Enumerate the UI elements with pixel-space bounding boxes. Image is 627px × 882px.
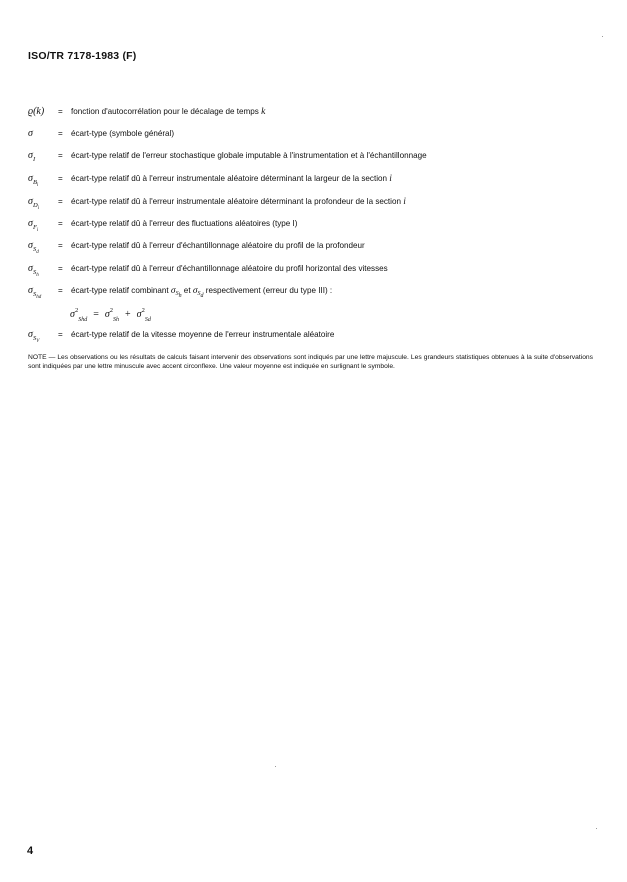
formula-lhs: $\sigma^2_{Shd}$ xyxy=(70,307,88,323)
definition-row xyxy=(28,218,598,234)
formula-term-1: $\sigma^2_{Sh}$ xyxy=(104,307,120,323)
definition-equals: = xyxy=(58,241,63,250)
definition-row xyxy=(28,240,598,256)
definition-symbol: $\sigma_{B_i}$ xyxy=(28,173,39,188)
definition-symbol: $\sigma_{S_h}$ xyxy=(28,263,39,278)
definition-row xyxy=(28,173,598,189)
scan-speck xyxy=(275,766,276,767)
definition-symbol: ϱ(k) xyxy=(28,106,45,117)
definition-text: écart-type relatif de la vitesse moyenne de l'erreur instrumentale aléatoire xyxy=(71,330,335,339)
definition-equals: = xyxy=(58,286,63,295)
definition-text: écart-type relatif de l'erreur stochastique globale imputable à l'instrumentation et à l'échantillonnage xyxy=(71,151,427,160)
definition-symbol: $\sigma_I$ xyxy=(28,150,36,163)
definition-text: écart-type relatif combinant $\sigma_{S_h}$ et $\sigma_{S_d}$ respectivement (erreur du type III) : xyxy=(71,286,333,299)
definition-symbol: $\sigma_{D_i}$ xyxy=(28,196,40,211)
scan-speck xyxy=(602,36,603,37)
definition-symbol: $\sigma_{S_{hd}}$ xyxy=(28,285,42,300)
definition-text: écart-type relatif dû à l'erreur instrumentale aléatoire déterminant la profondeur de la section i xyxy=(71,197,406,207)
definition-equals: = xyxy=(58,330,63,339)
definition-row xyxy=(28,150,598,166)
definition-text: fonction d'autocorrélation pour le décalage de temps k xyxy=(71,107,266,117)
definition-text: écart-type relatif dû à l'erreur d'échantillonnage aléatoire du profil de la profondeur xyxy=(71,241,365,250)
definition-row xyxy=(28,263,598,279)
definition-equals: = xyxy=(58,264,63,273)
definition-symbol: $\sigma_{S_d}$ xyxy=(28,240,39,255)
definition-text: écart-type relatif dû à l'erreur instrumentale aléatoire déterminant la largeur de la section i xyxy=(71,174,392,184)
definition-symbol: $\sigma_{F_i}$ xyxy=(28,218,39,233)
definition-equals: = xyxy=(58,151,63,160)
definition-row xyxy=(28,106,598,122)
page-number: 4 xyxy=(27,845,34,857)
definition-text: écart-type relatif dû à l'erreur des fluctuations aléatoires (type I) xyxy=(71,219,298,228)
document-header: ISO/TR 7178-1983 (F) xyxy=(28,50,137,62)
formula-term-2: $\sigma^2_{Sd}$ xyxy=(136,307,151,323)
formula-equals: = xyxy=(93,309,99,320)
definition-text: écart-type relatif dû à l'erreur d'échantillonnage aléatoire du profil horizontal des vitesses xyxy=(71,264,388,273)
definition-equals: = xyxy=(58,129,63,138)
definition-equals: = xyxy=(58,107,63,116)
definition-equals: = xyxy=(58,197,63,206)
scan-speck xyxy=(596,828,597,829)
definition-text: écart-type (symbole général) xyxy=(71,129,175,138)
inline-symbol: $\sigma_{S_d}$ xyxy=(192,286,204,299)
definition-symbol: σ xyxy=(28,128,33,139)
definition-row xyxy=(28,196,598,212)
definition-equals: = xyxy=(58,219,63,228)
variance-formula xyxy=(70,307,190,327)
note-paragraph: NOTE — Les observations ou les résultats de calculs faisant intervenir des observations sont indiqués par une lettre majuscule. Les grandeurs statistiques obtenues à la suite d'observations sont indiquées par une lettre minuscule avec accent circonflexe. Une valeur moyenne est indiquée en surlignant le symbole. xyxy=(28,354,593,370)
formula-plus: + xyxy=(125,309,131,320)
definition-row xyxy=(28,329,598,345)
definition-equals: = xyxy=(58,174,63,183)
definition-row xyxy=(28,128,598,144)
definition-row xyxy=(28,285,598,301)
definition-symbol: $\sigma_{S_V}$ xyxy=(28,329,40,344)
inline-symbol: $\sigma_{S_h}$ xyxy=(170,286,182,299)
